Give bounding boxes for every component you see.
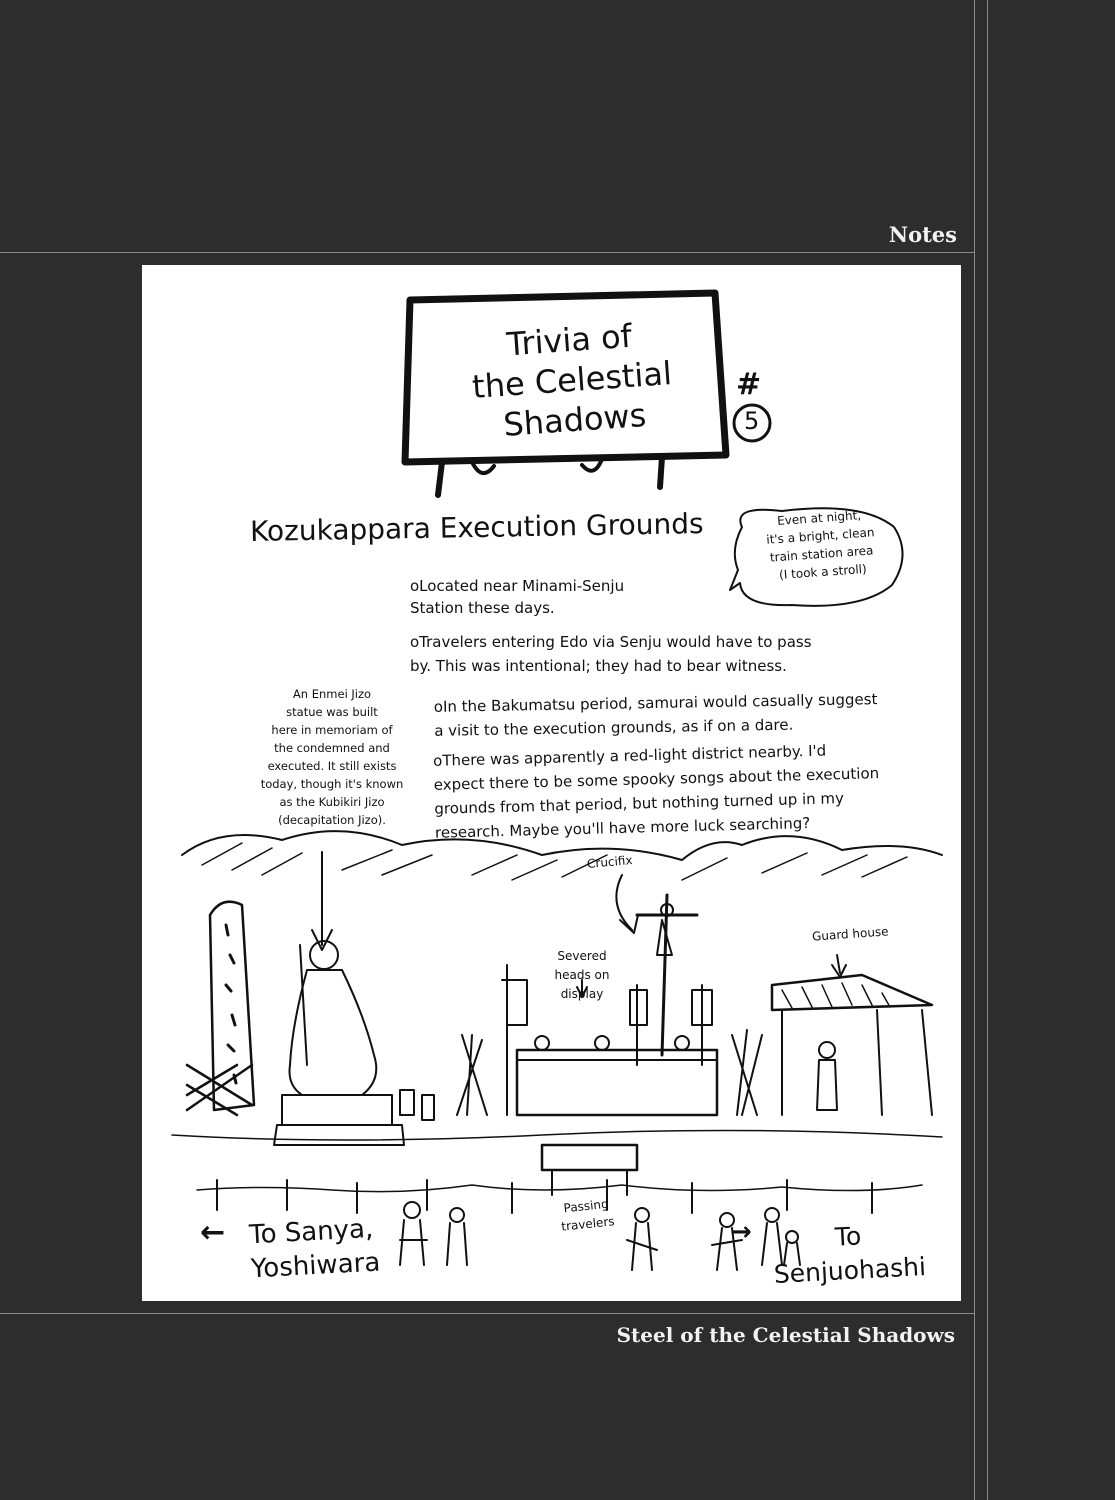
manga-panel [142,265,961,1301]
label-passing-travelers: Passing travelers [560,1196,616,1234]
bullet-4: oThere was apparently a red-light district nearby. I'd expect there to be some spooky songs about the execution grounds from that period, but nothing turned up in my research. Maybe you'll have more luck searching? [432,741,880,842]
notice-board [542,1145,637,1170]
crucifix-pole [662,895,667,1055]
sign-title: Trivia of the Celestial Shadows [470,316,674,444]
frame-line-right [987,0,988,1500]
signboard-post-left [438,462,442,495]
section-label: Notes [888,222,957,247]
speech-bubble-text: Even at night, it's a bright, clean train station area (I took a stroll) [765,508,875,582]
label-severed-heads: Severed heads on display [554,949,610,1001]
number-hash: # [736,367,762,402]
frame-line-bottom [0,1313,975,1314]
direction-right-arrow: → [730,1217,752,1247]
page-heading: Kozukappara Execution Grounds [249,507,704,548]
jizo-staff [300,945,307,1065]
fence-rope [197,1185,922,1192]
frame-line-left [974,0,975,1500]
label-guard-house: Guard house [811,924,890,944]
book-title: Steel of the Celestial Shadows [616,1323,955,1347]
trivia-number: 5 [744,407,760,435]
guard-house-arrow [837,955,840,973]
label-crucifix: Crucifix [586,853,634,871]
direction-left: To Sanya, Yoshiwara [248,1213,381,1285]
jizo-note: An Enmei Jizo statue was built here in memoriam of the condemned and executed. It still exists today, though it's known as the Kubikiri Jizo (decapitation Jizo). [260,687,404,827]
signboard-post-right [660,457,662,487]
frame-line-top [0,252,975,253]
jizo-pedestal [282,1095,392,1125]
bullet-1: oLocated near Minami-Senju Station these days. [410,577,625,617]
crucifix-arrow [616,875,632,930]
grass-line [172,1130,942,1140]
direction-right: To Senjuohashi [773,1221,927,1289]
bullet-3: oIn the Bakumatsu period, samurai would casually suggest a visit to the execution grounds, as if on a dare. [433,690,878,740]
bullet-2: oTravelers entering Edo via Senju would have to pass by. This was intentional; they had to bear witness. [410,633,812,675]
direction-left-arrow: ← [200,1215,226,1250]
